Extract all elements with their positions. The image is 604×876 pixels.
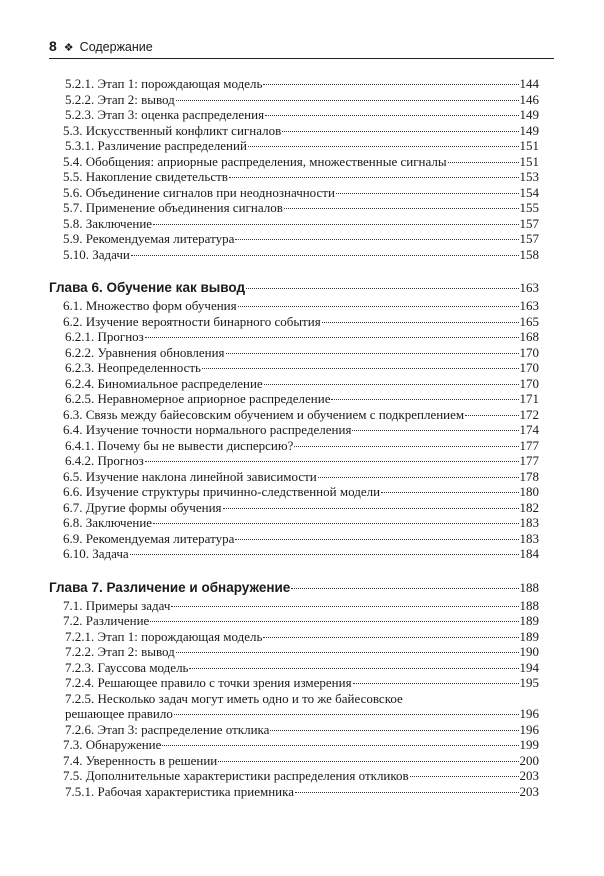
toc-entry-title: 6.2.2. Уравнения обновления <box>65 344 225 360</box>
toc-entry-page: 163 <box>519 280 539 295</box>
table-of-contents <box>49 76 539 799</box>
toc-entry-title: 6.5. Изучение наклона линейной зависимости <box>63 468 317 484</box>
toc-entry[interactable] <box>49 407 539 423</box>
toc-entry-page: 182 <box>519 499 539 515</box>
leader-dots <box>218 761 518 762</box>
leader-dots <box>282 131 518 132</box>
leader-dots <box>130 554 519 555</box>
leader-dots <box>202 368 519 369</box>
toc-entry-multiline[interactable] <box>49 691 539 722</box>
toc-entry[interactable] <box>49 376 539 392</box>
toc-entry-title: 5.4. Обобщения: априорные распределения, множественные сигналы <box>63 153 447 169</box>
running-title: Содержание <box>79 40 153 54</box>
toc-entry[interactable] <box>49 598 539 614</box>
toc-entry[interactable] <box>49 329 539 345</box>
toc-entry[interactable] <box>49 613 539 629</box>
leader-dots <box>448 162 519 163</box>
toc-entry-page: 190 <box>519 644 539 659</box>
toc-entry-page: 157 <box>519 231 539 246</box>
toc-entry[interactable] <box>49 515 539 531</box>
running-header <box>49 38 554 59</box>
toc-entry-title: 6.4. Изучение точности нормального распределения <box>63 422 352 437</box>
toc-chapter-7[interactable] <box>49 578 539 598</box>
toc-entry-page: 188 <box>519 597 539 613</box>
leader-dots <box>153 523 518 524</box>
toc-entry-page: 170 <box>519 375 539 391</box>
toc-entry-page: 196 <box>519 721 539 737</box>
toc-entry-title: 5.3. Искусственный конфликт сигналов <box>63 122 282 138</box>
leader-dots <box>229 177 519 178</box>
leader-dots <box>171 606 518 607</box>
leader-dots <box>270 730 518 731</box>
leader-dots <box>235 239 518 240</box>
toc-section-5-continued <box>49 76 539 262</box>
toc-entry[interactable] <box>49 138 539 154</box>
leader-dots <box>176 652 519 653</box>
leader-dots <box>162 745 518 746</box>
toc-entry-title: 6.2. Изучение вероятности бинарного события <box>63 313 321 329</box>
toc-entry-title: 6.4.2. Прогноз <box>65 453 144 468</box>
toc-entry-title: 7.2.6. Этап 3: распределение отклика <box>65 721 270 737</box>
toc-entry-title: 6.3. Связь между байесовским обучением и обучением с подкреплением <box>63 406 465 422</box>
toc-entry-title: 6.2.5. Неравномерное априорное распределение <box>65 391 331 406</box>
leader-dots <box>465 415 518 416</box>
toc-entry[interactable] <box>49 123 539 139</box>
toc-entry-title: 5.9. Рекомендуемая литература <box>63 231 235 246</box>
toc-entry-page: 158 <box>519 246 539 262</box>
toc-entry-title: 7.2.3. Гауссова модель <box>65 659 189 675</box>
leader-dots <box>331 399 518 400</box>
toc-entry-page: 170 <box>519 344 539 360</box>
leader-dots <box>150 621 518 622</box>
toc-entry[interactable] <box>49 629 539 645</box>
toc-entry[interactable] <box>49 298 539 314</box>
toc-entry-page: 151 <box>519 138 539 153</box>
toc-entry-page: 188 <box>519 579 539 595</box>
toc-entry-page: 172 <box>519 406 539 422</box>
toc-entry-title: 6.8. Заключение <box>63 515 153 530</box>
toc-entry-title: 7.4. Уверенность в решении <box>63 752 218 768</box>
leader-dots <box>131 255 519 256</box>
leader-dots <box>322 322 519 323</box>
toc-entry-page: 195 <box>519 675 539 690</box>
toc-entry[interactable] <box>49 546 539 562</box>
toc-entry[interactable] <box>49 76 539 92</box>
toc-entry-title: 5.2.3. Этап 3: оценка распределения <box>65 107 265 122</box>
leader-dots <box>263 637 518 638</box>
toc-entry-page: 149 <box>519 122 539 138</box>
toc-entry[interactable] <box>49 438 539 454</box>
toc-entry-page: 200 <box>519 752 539 768</box>
toc-entry[interactable] <box>49 314 539 330</box>
toc-entry-title: 5.2.2. Этап 2: вывод <box>65 91 175 107</box>
leader-dots <box>294 446 518 447</box>
toc-entry-title: Глава 6. Обучение как вывод <box>49 280 246 295</box>
toc-chapter-6[interactable] <box>49 278 539 298</box>
toc-entry-title: 6.2.3. Неопределенность <box>65 360 201 375</box>
toc-entry[interactable] <box>49 185 539 201</box>
leader-dots <box>265 115 518 116</box>
leader-dots <box>246 288 518 289</box>
toc-entry-page: 151 <box>519 153 539 169</box>
leader-dots <box>291 588 518 589</box>
toc-entry-title: 5.10. Задачи <box>63 246 130 262</box>
toc-entry-title: 6.6. Изучение структуры причинно-следственной модели <box>63 484 381 499</box>
ornament-icon: ❖ <box>63 41 74 54</box>
toc-entry[interactable] <box>49 391 539 407</box>
toc-entry-title: 7.3. Обнаружение <box>63 737 162 752</box>
toc-entry-title: 7.5. Дополнительные характеристики распределения откликов <box>63 768 409 783</box>
toc-entry-title-line1: 7.2.5. Несколько задач могут иметь одно и то же байесовское <box>65 690 403 706</box>
leader-dots <box>295 792 519 793</box>
toc-entry-page: 154 <box>519 184 539 200</box>
toc-entry-title: 5.8. Заключение <box>63 215 153 231</box>
toc-entry-title: 6.10. Задача <box>63 546 129 561</box>
leader-dots <box>238 306 519 307</box>
toc-entry-title-line2: решающее правило <box>65 706 173 721</box>
leader-dots <box>263 84 518 85</box>
toc-entry[interactable] <box>49 154 539 170</box>
toc-entry-title: 5.3.1. Различение распределений <box>65 138 247 153</box>
toc-entry-page: 177 <box>519 453 539 468</box>
toc-entry-page: 174 <box>519 422 539 437</box>
leader-dots <box>353 683 519 684</box>
toc-entry[interactable] <box>49 92 539 108</box>
leader-dots <box>248 146 519 147</box>
toc-entry-page: 149 <box>519 107 539 122</box>
leader-dots <box>174 714 519 715</box>
toc-entry[interactable] <box>49 453 539 469</box>
leader-dots <box>264 384 519 385</box>
leader-dots <box>145 337 519 338</box>
toc-entry[interactable] <box>49 660 539 676</box>
leader-dots <box>189 668 518 669</box>
toc-entry[interactable] <box>49 200 539 216</box>
toc-entry-page: 189 <box>519 613 539 628</box>
toc-entry-page: 146 <box>519 91 539 107</box>
toc-entry-page: 203 <box>519 783 539 799</box>
toc-entry[interactable] <box>49 722 539 738</box>
toc-entry-page: 183 <box>519 530 539 546</box>
toc-entry[interactable] <box>49 531 539 547</box>
page-number: 8 <box>49 38 57 54</box>
leader-dots <box>410 776 519 777</box>
toc-entry-title: 6.9. Рекомендуемая литература <box>63 530 235 546</box>
toc-entry-title: 7.2.2. Этап 2: вывод <box>65 644 175 659</box>
toc-entry[interactable] <box>49 231 539 247</box>
toc-entry-page: 170 <box>519 360 539 375</box>
toc-entry-title: 5.2.1. Этап 1: порождающая модель <box>65 76 263 91</box>
toc-entry-page: 163 <box>519 298 539 313</box>
toc-entry[interactable] <box>49 169 539 185</box>
toc-entry-title: 5.7. Применение объединения сигналов <box>63 200 283 215</box>
toc-entry-title: 5.5. Накопление свидетельств <box>63 169 228 184</box>
toc-entry-title: 6.1. Множество форм обучения <box>63 298 237 313</box>
toc-entry[interactable] <box>49 784 539 800</box>
toc-entry-page: 180 <box>519 484 539 499</box>
toc-entry[interactable] <box>49 768 539 784</box>
toc-entry[interactable] <box>49 737 539 753</box>
toc-entry-page: 189 <box>519 628 539 644</box>
leader-dots <box>153 224 518 225</box>
toc-entry-page: 171 <box>519 391 539 406</box>
toc-entry[interactable] <box>49 345 539 361</box>
leader-dots <box>145 461 519 462</box>
toc-entry-page: 203 <box>519 768 539 783</box>
toc-entry-page: 168 <box>519 329 539 344</box>
leader-dots <box>226 353 519 354</box>
toc-entry-title: Глава 7. Различение и обнаружение <box>49 579 291 595</box>
toc-entry-title: 6.2.4. Биномиальное распределение <box>65 375 263 391</box>
leader-dots <box>336 193 519 194</box>
toc-entry-title: 6.7. Другие формы обучения <box>63 499 222 515</box>
toc-entry-page: 177 <box>519 437 539 453</box>
leader-dots <box>352 430 518 431</box>
toc-entry[interactable] <box>49 644 539 660</box>
toc-entry[interactable] <box>49 360 539 376</box>
toc-entry[interactable] <box>49 500 539 516</box>
toc-entry[interactable] <box>49 484 539 500</box>
toc-entry-page: 196 <box>519 706 539 721</box>
toc-entry[interactable] <box>49 753 539 769</box>
leader-dots <box>235 539 518 540</box>
leader-dots <box>381 492 518 493</box>
toc-entry-page: 165 <box>519 313 539 329</box>
toc-entry-page: 178 <box>519 468 539 484</box>
toc-entry[interactable] <box>49 107 539 123</box>
toc-entry[interactable] <box>49 675 539 691</box>
toc-entry-title: 7.2. Различение <box>63 613 150 628</box>
toc-entry-page: 184 <box>519 546 539 561</box>
toc-entry-title: 6.2.1. Прогноз <box>65 329 144 344</box>
toc-section-6 <box>49 298 539 562</box>
toc-entry[interactable] <box>49 422 539 438</box>
toc-entry-page: 155 <box>519 200 539 215</box>
toc-entry[interactable] <box>49 469 539 485</box>
toc-entry-title: 7.2.1. Этап 1: порождающая модель <box>65 628 263 644</box>
toc-entry-page: 194 <box>519 659 539 675</box>
leader-dots <box>284 208 519 209</box>
leader-dots <box>176 100 519 101</box>
toc-entry[interactable] <box>49 216 539 232</box>
toc-entry-page: 144 <box>519 76 539 91</box>
toc-entry-title: 6.4.1. Почему бы не вывести дисперсию? <box>65 437 294 453</box>
toc-entry-title: 7.5.1. Рабочая характеристика приемника <box>65 783 294 799</box>
leader-dots <box>318 477 519 478</box>
toc-entry-title: 5.6. Объединение сигналов при неоднозначности <box>63 184 335 200</box>
toc-entry[interactable] <box>49 247 539 263</box>
toc-entry-page: 157 <box>519 215 539 231</box>
toc-entry-page: 153 <box>519 169 539 184</box>
leader-dots <box>223 508 519 509</box>
toc-entry-page: 183 <box>519 515 539 530</box>
toc-entry-title: 7.1. Примеры задач <box>63 597 171 613</box>
toc-entry-title: 7.2.4. Решающее правило с точки зрения измерения <box>65 675 352 690</box>
toc-entry-page: 199 <box>519 737 539 752</box>
toc-section-7-part-b <box>49 722 539 800</box>
toc-section-7-part-a <box>49 598 539 691</box>
